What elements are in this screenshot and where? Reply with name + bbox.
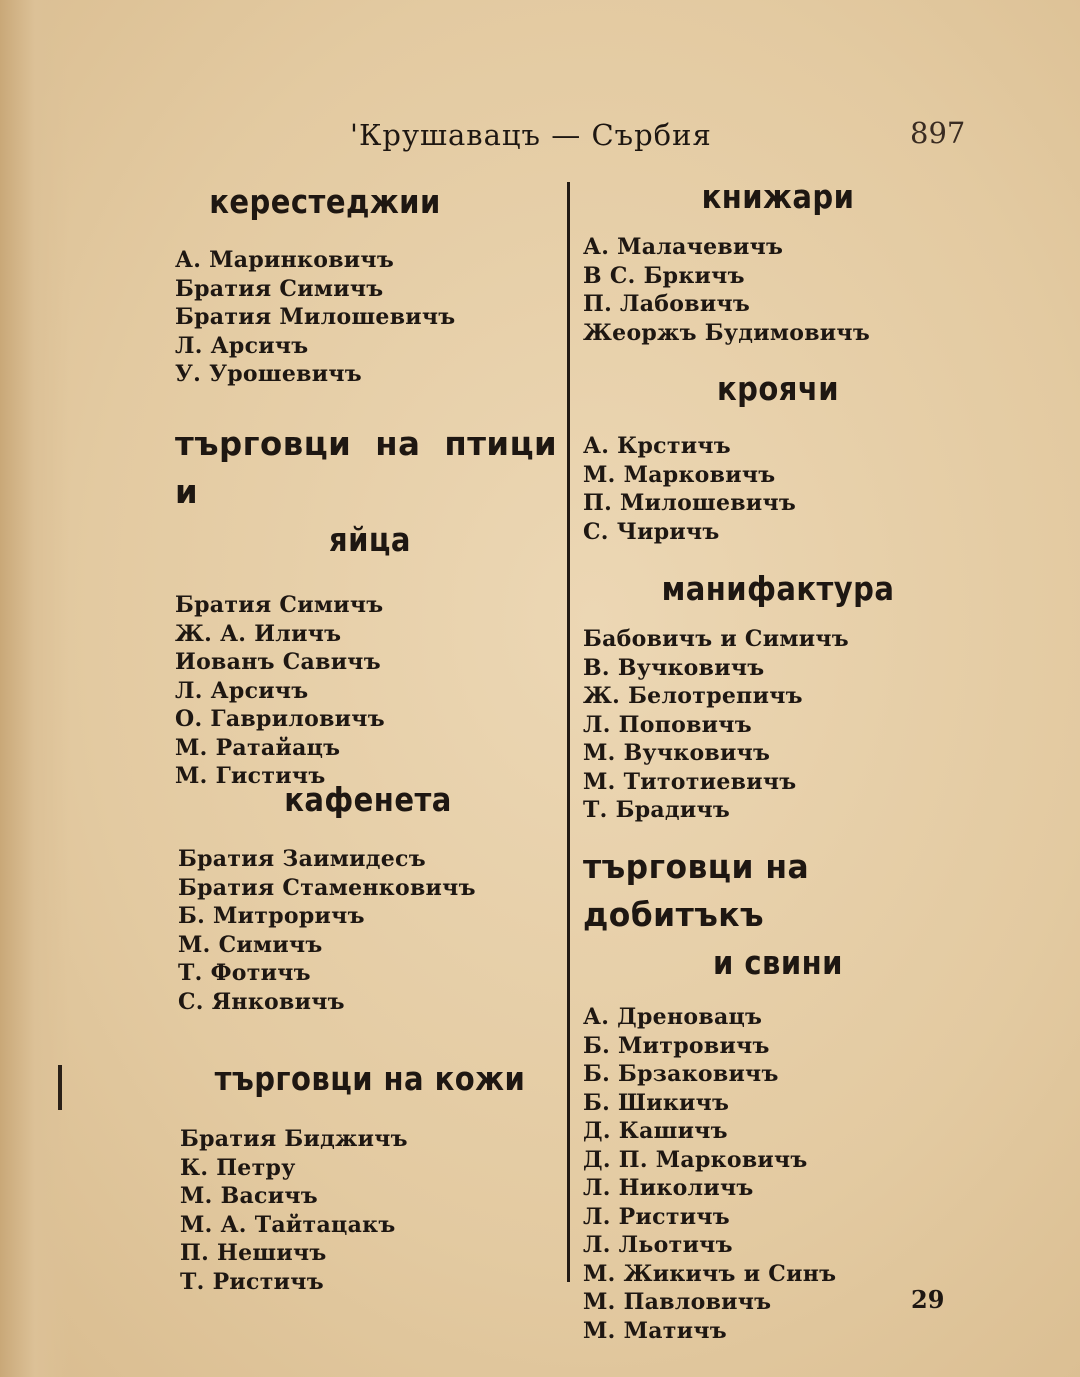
list-item: Д. Кашичъ bbox=[583, 1118, 728, 1144]
list-item: М. Павловичъ bbox=[583, 1289, 772, 1315]
name-list bbox=[178, 845, 558, 1016]
list-item: Братия Стаменковичъ bbox=[178, 874, 476, 901]
list-item: М. Титотиевичъ bbox=[583, 768, 797, 795]
list-item: Жеоржъ Будимовичъ bbox=[583, 319, 870, 346]
list-item: В. Вучковичъ bbox=[583, 654, 765, 681]
list-item: Б. Митровичъ bbox=[583, 1032, 770, 1059]
list-item: П. Милошевичъ bbox=[583, 490, 797, 516]
section-kerestedzhii bbox=[175, 178, 575, 389]
list-item: Бабовичъ и Симичъ bbox=[583, 626, 849, 652]
list-item: А. Крстичъ bbox=[583, 433, 731, 459]
list-item: П. Нешичъ bbox=[180, 1240, 327, 1266]
list-item: К. Петру bbox=[180, 1154, 296, 1181]
section-poultry-eggs-traders bbox=[175, 420, 565, 791]
section-leather-traders bbox=[180, 1055, 560, 1296]
list-item: Т. Брадичъ bbox=[583, 797, 731, 823]
list-item: П. Лабовичъ bbox=[583, 291, 751, 317]
section-heading: кроячи bbox=[716, 369, 840, 408]
list-item: Братия Симичъ bbox=[175, 592, 384, 618]
list-item: В С. Бркичъ bbox=[583, 262, 745, 289]
list-item: Л. Арсичъ bbox=[175, 332, 309, 359]
running-header-title: 'Крушавацъ — Сърбия bbox=[350, 118, 712, 152]
section-heading: книжари bbox=[701, 177, 855, 216]
list-item: Братия Симичъ bbox=[175, 275, 384, 302]
list-item: М. Ратайацъ bbox=[175, 734, 341, 761]
list-item: Б. Митроричъ bbox=[178, 903, 365, 929]
list-item: М. Симичъ bbox=[178, 931, 323, 958]
list-item: С. Янковичъ bbox=[178, 988, 345, 1015]
section-heading-line1: търговци на птици и bbox=[175, 424, 558, 511]
list-item: А. Дреновацъ bbox=[583, 1004, 763, 1030]
list-item: Т. Фотичъ bbox=[178, 960, 311, 986]
list-item: А. Малачевичъ bbox=[583, 234, 784, 260]
list-item: Б. Брзаковичъ bbox=[583, 1061, 779, 1087]
list-item: Братия Биджичъ bbox=[180, 1126, 408, 1152]
name-list bbox=[583, 432, 973, 546]
section-heading: керестеджии bbox=[209, 182, 441, 221]
page-edge-mark bbox=[58, 1065, 62, 1110]
list-item: А. Маринковичъ bbox=[175, 247, 394, 273]
list-item: Т. Ристичъ bbox=[180, 1268, 324, 1295]
list-item: Братия Заимидесъ bbox=[178, 846, 426, 872]
list-item: Л. Поповичъ bbox=[583, 711, 752, 738]
list-item: У. Урошевичъ bbox=[175, 361, 362, 387]
signature-mark: 29 bbox=[911, 1285, 945, 1314]
list-item: М. Гистичъ bbox=[175, 763, 326, 789]
list-item: Л. Николичъ bbox=[583, 1175, 754, 1201]
list-item: Б. Шикичъ bbox=[583, 1089, 730, 1116]
section-heading-line2: и свини bbox=[713, 943, 843, 982]
section-heading: търговци на кожи bbox=[214, 1059, 526, 1098]
list-item: Д. П. Марковичъ bbox=[583, 1146, 808, 1173]
section-kroyachi bbox=[583, 365, 973, 546]
list-item: Л. Ристичъ bbox=[583, 1203, 730, 1230]
list-item: Ж. А. Иличъ bbox=[175, 620, 342, 647]
name-list bbox=[583, 233, 973, 347]
list-item: М. Матичъ bbox=[583, 1317, 727, 1344]
name-list bbox=[175, 591, 565, 791]
list-item: Иованъ Савичъ bbox=[175, 649, 381, 675]
page-number: 897 bbox=[910, 116, 966, 150]
list-item: М. Марковичъ bbox=[583, 461, 776, 488]
section-knizhari bbox=[583, 173, 973, 347]
name-list bbox=[583, 625, 973, 825]
section-heading-line1: търговци на добитъкъ bbox=[583, 847, 810, 934]
section-livestock-traders bbox=[583, 843, 973, 1345]
name-list bbox=[180, 1125, 560, 1296]
name-list bbox=[175, 246, 575, 389]
list-item: М. Жикичъ и Синъ bbox=[583, 1260, 837, 1287]
binding-gutter-shadow bbox=[0, 0, 70, 1377]
section-manifaktura bbox=[583, 565, 973, 825]
list-item: Ж. Белотрепичъ bbox=[583, 683, 803, 709]
section-heading: кафенета bbox=[284, 780, 452, 819]
list-item: Братия Милошевичъ bbox=[175, 304, 456, 330]
list-item: Л. Арсичъ bbox=[175, 677, 309, 704]
list-item: Л. Льотичъ bbox=[583, 1232, 733, 1258]
list-item: С. Чиричъ bbox=[583, 518, 720, 545]
section-kafeneta bbox=[178, 776, 558, 1016]
list-item: М. А. Тайтацакъ bbox=[180, 1211, 396, 1238]
list-item: М. Васичъ bbox=[180, 1183, 318, 1209]
list-item: О. Гавриловичъ bbox=[175, 706, 385, 732]
section-heading: манифактура bbox=[661, 569, 895, 608]
section-heading-line2: яйца bbox=[329, 520, 411, 559]
list-item: М. Вучковичъ bbox=[583, 740, 771, 766]
